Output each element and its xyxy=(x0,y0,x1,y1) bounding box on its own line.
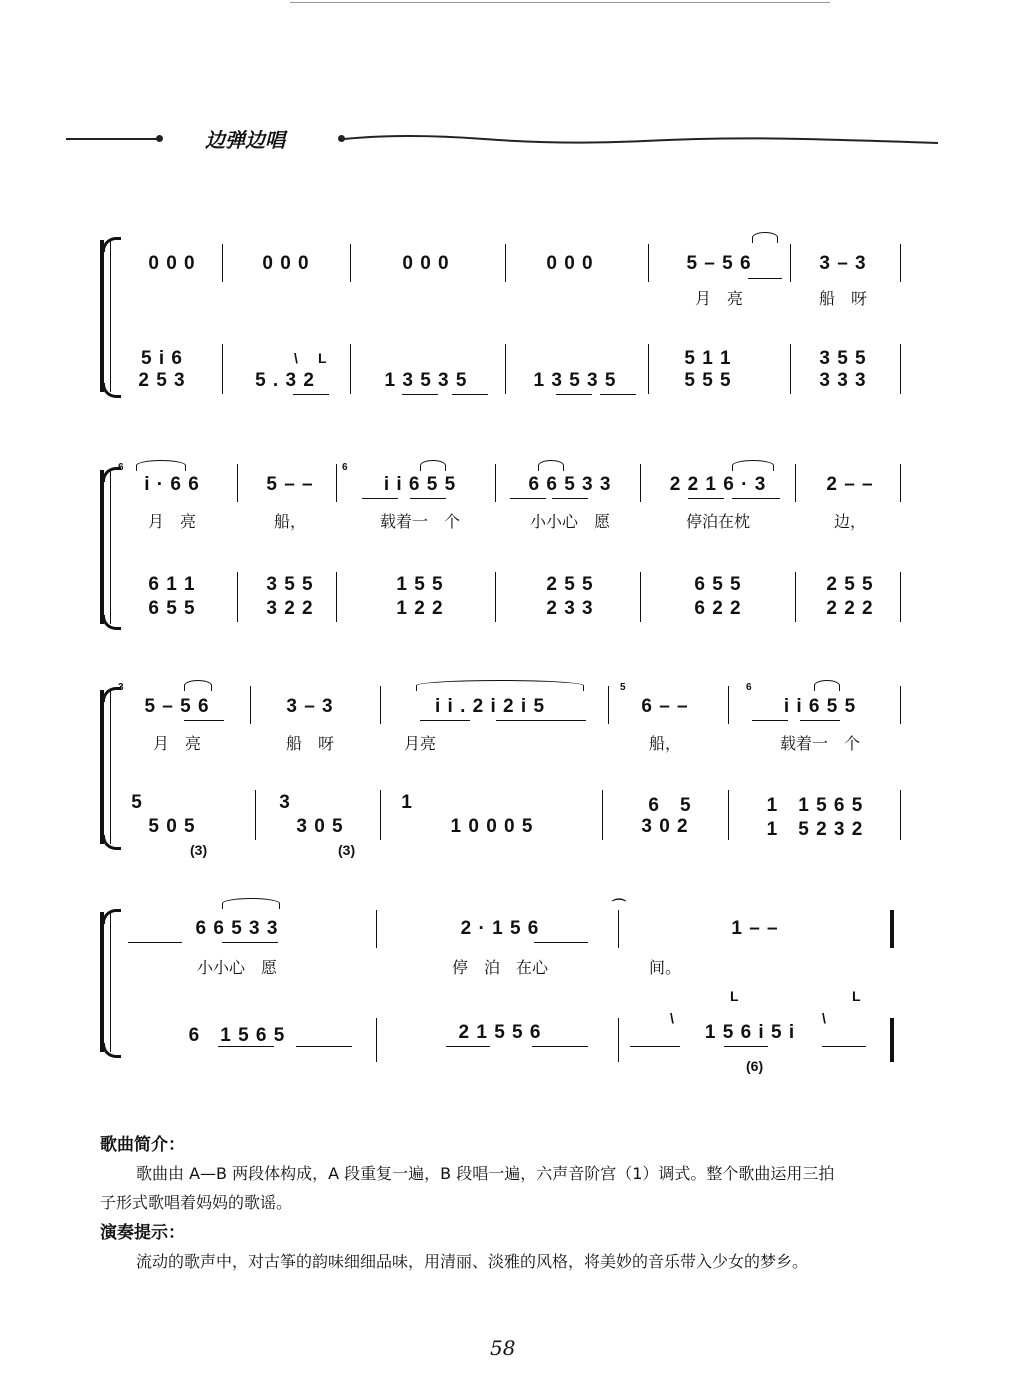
top-rule xyxy=(290,2,830,3)
acc-mark: (3) xyxy=(190,842,208,858)
fingering-mark: \ xyxy=(670,1010,674,1026)
fingering-mark: L xyxy=(730,988,739,1004)
fingering-mark: \ xyxy=(822,1010,826,1026)
fingering-mark: \ xyxy=(294,350,298,366)
lyrics-row: 月 亮 船， 载着一 个 小小心 愿 停泊在枕 边， xyxy=(147,511,866,531)
melody-row: 6 6 5 3 3 2 · 1 5 6 1 – – xyxy=(195,918,779,939)
accompaniment-bottom-row: 6 1 5 6 5 2 1 5 5 6 1 5 6 i 5 i xyxy=(188,1022,796,1046)
grace-note: 3 xyxy=(118,682,124,693)
lyrics-row: 小小心 愿 停 泊 在心 间。 xyxy=(196,957,681,977)
accompaniment-top-row: 5 3 1 6 5 1 1 5 6 5 xyxy=(131,792,864,816)
intro-text-line-2: 子形式歌唱着妈妈的歌谣。 xyxy=(100,1193,293,1212)
slur xyxy=(752,232,778,243)
intro-heading: 歌曲简介： xyxy=(100,1135,185,1155)
tips-text: 流动的歌声中，对古筝的韵味细细品味，用清丽、淡雅的风格，将美妙的音乐带入少女的梦乡。 xyxy=(136,1252,809,1271)
grace-note: 6 xyxy=(342,462,348,473)
section-title: 边弹边唱 xyxy=(205,128,285,152)
lyrics-row: 月 亮 船 呀 月亮 船， 载着一 个 xyxy=(152,733,860,753)
intro-text-line-1: 歌曲由 A—B 两段体构成，A 段重复一遍，B 段唱一遍，六声音阶宫（1）调式。整个歌曲运用三拍 xyxy=(136,1164,835,1183)
header-rule-left xyxy=(66,138,158,140)
melody-row: 5 – 5 6 3 – 3 i i . 2 i 2 i 5 6 – – i i 6 5 5 xyxy=(144,696,857,717)
fingering-mark: L xyxy=(318,350,327,366)
melody-row: 0 0 0 0 0 0 0 0 0 0 0 0 5 – 5 6 3 – 3 xyxy=(148,253,867,274)
melody-row: i · 6 6 5 – – i i 6 5 5 6 6 5 3 3 2 2 1 6 · 3 2 – – xyxy=(144,474,874,495)
score-system-2 xyxy=(100,460,910,630)
fingering-mark: L xyxy=(852,988,861,1004)
score-system-1 xyxy=(100,240,910,400)
accompaniment-top-row: 5 i 6 5 1 1 3 5 5 xyxy=(141,348,867,369)
tips-heading: 演奏提示： xyxy=(100,1223,185,1243)
page-number: 58 xyxy=(490,1336,516,1360)
header-rule-right xyxy=(344,131,944,151)
lyrics-row: 月 亮 船 呀 xyxy=(694,288,867,308)
grace-note: 5 xyxy=(620,682,626,693)
beam xyxy=(748,278,782,279)
accompaniment-bottom-row: 2 5 3 5 . 3 2 1 3 5 3 5 1 3 5 3 5 5 5 5 3 3 3 xyxy=(138,370,867,391)
acc-mark: (3) xyxy=(338,842,356,858)
score-system-3 xyxy=(100,680,910,870)
fermata-icon: ⌒ xyxy=(612,898,626,914)
grace-note: 6 xyxy=(118,462,124,473)
accompaniment-top-row: 6 1 1 3 5 5 1 5 5 2 5 5 6 5 5 2 5 5 xyxy=(148,574,874,595)
score-system-4 xyxy=(100,900,910,1090)
header-dot-left xyxy=(156,135,163,142)
accompaniment-bottom-row: 5 0 5 3 0 5 1 0 0 0 5 3 0 2 1 5 2 3 2 xyxy=(148,816,864,840)
acc-mark: (6) xyxy=(746,1058,764,1074)
grace-note: 6 xyxy=(746,682,752,693)
accompaniment-bottom-row: 6 5 5 3 2 2 1 2 2 2 3 3 6 2 2 2 2 2 xyxy=(148,598,874,619)
